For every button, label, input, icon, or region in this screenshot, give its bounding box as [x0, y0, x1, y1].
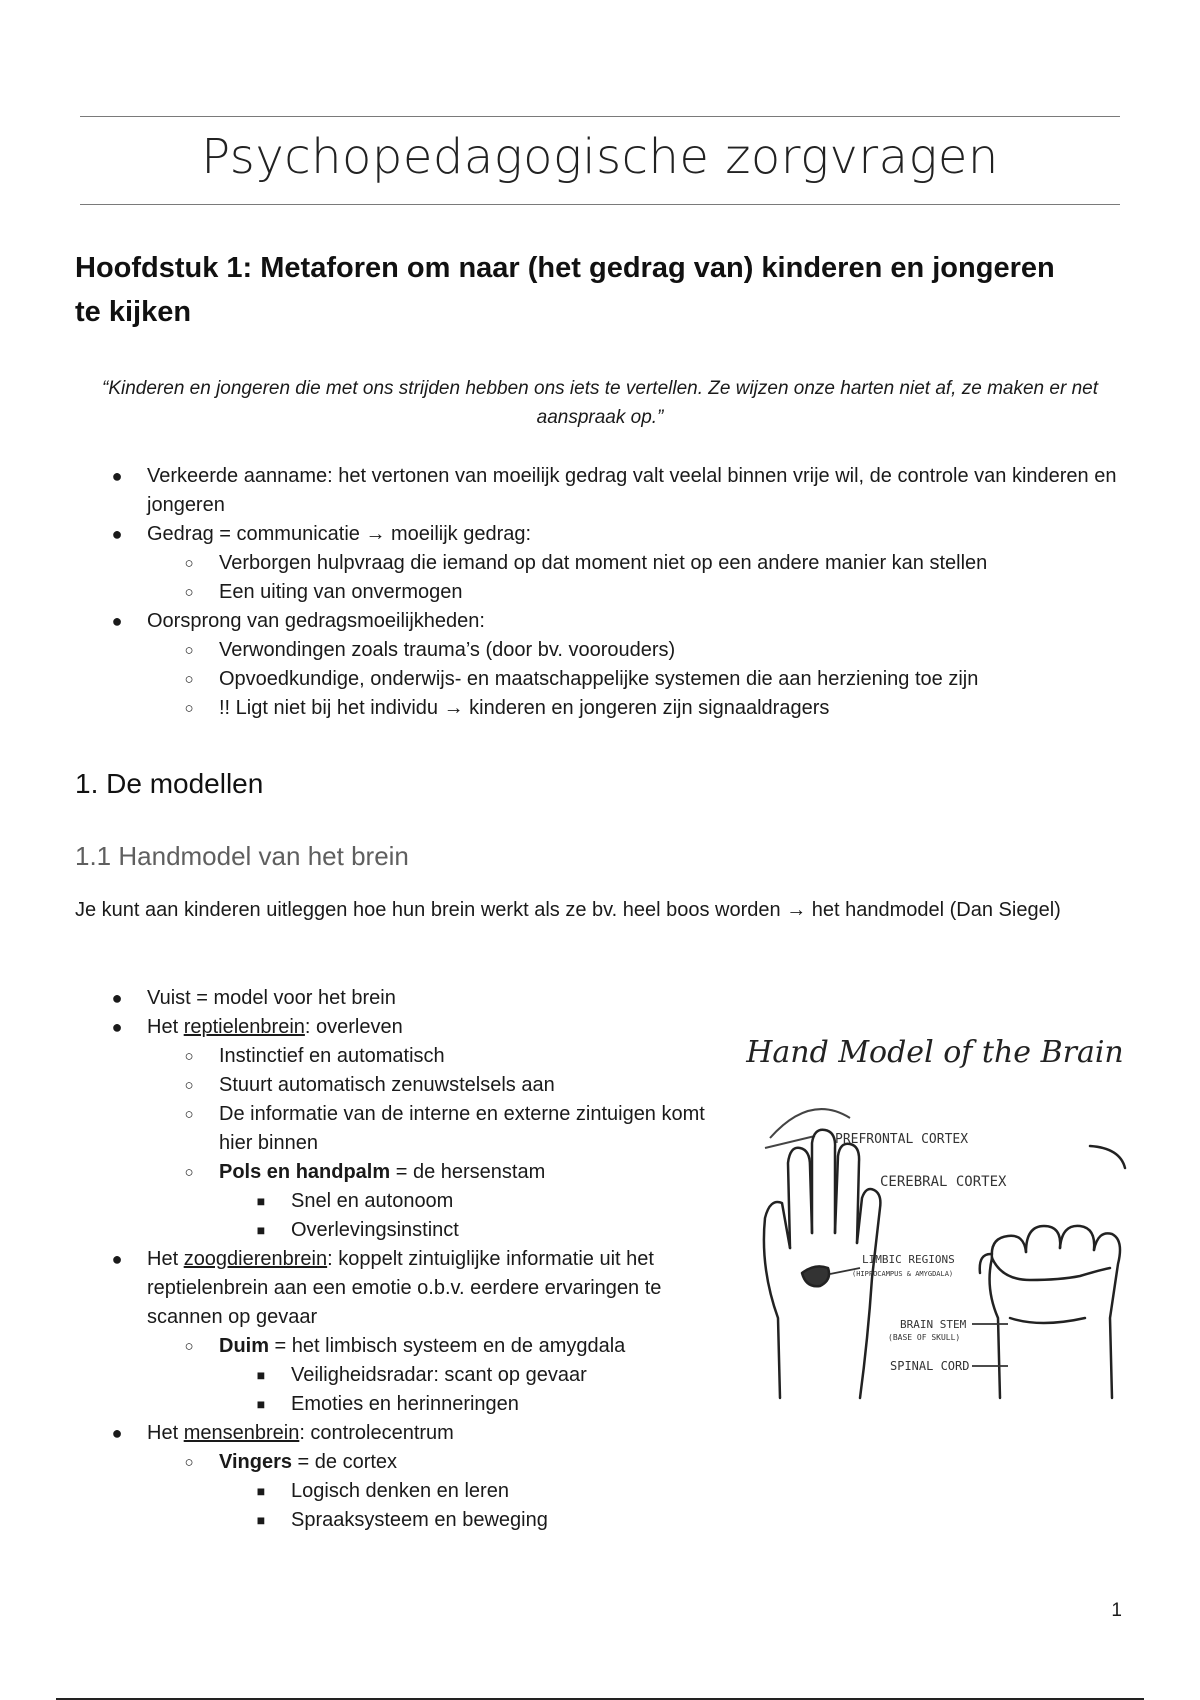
- square-bullet-icon: ■: [256, 1222, 266, 1238]
- circle-bullet-icon: ○: [184, 1164, 194, 1181]
- bold-term: Duim: [219, 1335, 269, 1357]
- list-subitem: [75, 1042, 735, 1071]
- prefrontal-cortex-label: PREFRONTAL CORTEX: [835, 1132, 969, 1147]
- list-item-text: = het limbisch systeem en de amygdala: [269, 1335, 626, 1357]
- circle-bullet-icon: ○: [184, 1048, 194, 1065]
- title-bottom-rule: [80, 204, 1120, 205]
- circle-bullet-icon: ○: [184, 671, 194, 688]
- list-item-text: Veiligheidsradar: scant op gevaar: [291, 1364, 587, 1386]
- square-bullet-icon: ■: [256, 1396, 266, 1412]
- list-subitem: [75, 549, 1125, 578]
- list-item-text: Snel en autonoom: [291, 1190, 454, 1212]
- brain-stem-label: BRAIN STEM: [900, 1318, 967, 1331]
- circle-bullet-icon: ○: [184, 1338, 194, 1355]
- circle-bullet-icon: ○: [184, 1106, 194, 1123]
- list-subitem: [75, 665, 1125, 694]
- list-item: [75, 1013, 735, 1042]
- list-item-text: = de cortex: [292, 1451, 398, 1473]
- underlined-term: reptielenbrein: [183, 1016, 305, 1038]
- list-subitem: [75, 1332, 735, 1361]
- list-item-text: Verborgen hulpvraag die iemand op dat moment niet op een andere manier kan stellen: [219, 552, 988, 574]
- list-item: [75, 1419, 735, 1448]
- list-item-text: Oorsprong van gedragsmoeilijkheden:: [147, 610, 485, 632]
- list-subsubitem: [75, 1390, 735, 1419]
- list-item-text: De informatie van de interne en externe zintuigen komt hier binnen: [219, 1103, 705, 1154]
- list-item: [75, 607, 1125, 636]
- list-subitem: [75, 694, 1125, 723]
- list-item-text: Een uiting van onvermogen: [219, 581, 463, 603]
- list-item-text: Verkeerde aanname: het vertonen van moeilijk gedrag valt veelal binnen vrije wil, de controle van kinderen en jongeren: [147, 465, 1117, 516]
- list-item-text: Overlevingsinstinct: [291, 1219, 459, 1241]
- chapter-quote: “Kinderen en jongeren die met ons strijden hebben ons iets te vertellen. Ze wijzen onze harten niet af, ze maken er net aanspraak op.”: [102, 378, 1098, 428]
- list-item: [75, 462, 1125, 520]
- bold-term: Vingers: [219, 1451, 292, 1473]
- list-item-text: Stuurt automatisch zenuwstelsels aan: [219, 1074, 555, 1096]
- list-item-text: Vuist = model voor het brein: [147, 987, 396, 1009]
- bold-term: Pols en handpalm: [219, 1161, 391, 1183]
- spinal-cord-label: SPINAL CORD: [890, 1359, 970, 1373]
- list-item-text: Opvoedkundige, onderwijs- en maatschappelijke systemen die aan herziening toe zijn: [219, 668, 979, 690]
- circle-bullet-icon: ○: [184, 642, 194, 659]
- underlined-term: mensenbrein: [183, 1422, 300, 1444]
- list-item-text: Instinctief en automatisch: [219, 1045, 445, 1067]
- bullet-icon: ●: [111, 466, 123, 486]
- square-bullet-icon: ■: [256, 1193, 266, 1209]
- bullet-icon: ●: [111, 1017, 123, 1037]
- bullet-icon: ●: [111, 1423, 123, 1443]
- limbic-regions-sublabel: (HIPPOCAMPUS & AMYGDALA): [852, 1270, 954, 1278]
- list-item-text: Het: [147, 1248, 184, 1270]
- list-item: [75, 520, 1125, 549]
- list-item-text: : overleven: [304, 1016, 403, 1038]
- list-subsubitem: [75, 1216, 735, 1245]
- list-item: [75, 984, 735, 1013]
- square-bullet-icon: ■: [256, 1367, 266, 1383]
- square-bullet-icon: ■: [256, 1483, 266, 1499]
- circle-bullet-icon: ○: [184, 584, 194, 601]
- chapter-heading: Hoofdstuk 1: Metaforen om naar (het gedrag van) kinderen en jongeren te kijken: [75, 252, 1055, 328]
- list-item-text: !! Ligt niet bij het individu → kinderen en jongeren zijn signaaldragers: [219, 697, 830, 719]
- circle-bullet-icon: ○: [184, 1077, 194, 1094]
- list-subsubitem: [75, 1361, 735, 1390]
- list-subitem: [75, 1158, 735, 1187]
- list-subitem: [75, 578, 1125, 607]
- list-subsubitem: [75, 1187, 735, 1216]
- square-bullet-icon: ■: [256, 1512, 266, 1528]
- subsection-heading: 1.1 Handmodel van het brein: [75, 841, 409, 871]
- brain-list: [75, 984, 735, 1535]
- list-item-text: : controlecentrum: [299, 1422, 454, 1444]
- list-item-text: Verwondingen zoals trauma’s (door bv. voorouders): [219, 639, 676, 661]
- hand-model-illustration: [740, 1018, 1130, 1418]
- section-intro: Je kunt aan kinderen uitleggen hoe hun brein werkt als ze bv. heel boos worden → het handmodel (Dan Siegel): [75, 899, 1061, 921]
- list-item-text: Emoties en herinneringen: [291, 1393, 519, 1415]
- page-number: 1: [1111, 1600, 1122, 1621]
- list-item-text: Het: [147, 1422, 184, 1444]
- underlined-term: zoogdierenbrein: [183, 1248, 328, 1270]
- limbic-regions-label: LIMBIC REGIONS: [862, 1253, 955, 1266]
- title-top-rule: [80, 116, 1120, 117]
- list-item-text: = de hersenstam: [390, 1161, 546, 1183]
- bullet-icon: ●: [111, 1249, 123, 1269]
- document-title: Psychopedagogische zorgvragen: [201, 129, 999, 185]
- list-subitem: [75, 1448, 735, 1477]
- circle-bullet-icon: ○: [184, 1454, 194, 1471]
- section-heading: 1. De modellen: [75, 768, 264, 799]
- list-item-text: Het: [147, 1016, 184, 1038]
- arrow-icon: [765, 1136, 815, 1148]
- circle-bullet-icon: ○: [184, 555, 194, 572]
- bullet-icon: ●: [111, 524, 123, 544]
- intro-list: [75, 462, 1125, 723]
- list-item-text: Gedrag = communicatie → moeilijk gedrag:: [147, 523, 532, 545]
- cerebral-cortex-label: CEREBRAL CORTEX: [880, 1174, 1007, 1190]
- hand-model-figure: [740, 1018, 1130, 1418]
- list-item-text: Logisch denken en leren: [291, 1480, 509, 1502]
- figure-title: Hand Model of the Brain: [746, 1035, 1124, 1070]
- list-subsubitem: [75, 1506, 735, 1535]
- list-subsubitem: [75, 1477, 735, 1506]
- list-subitem: [75, 1100, 735, 1158]
- list-item-text: : koppelt zintuiglijke informatie uit het reptielenbrein aan een emotie o.b.v. eerdere ervaringen te scannen op gevaar: [147, 1248, 662, 1328]
- bullet-icon: ●: [111, 988, 123, 1008]
- bullet-icon: ●: [111, 611, 123, 631]
- list-subitem: [75, 1071, 735, 1100]
- list-subitem: [75, 636, 1125, 665]
- list-item-text: Spraaksysteem en beweging: [291, 1509, 548, 1531]
- brain-stem-sublabel: (BASE OF SKULL): [888, 1333, 961, 1342]
- circle-bullet-icon: ○: [184, 700, 194, 717]
- list-item: [75, 1245, 735, 1332]
